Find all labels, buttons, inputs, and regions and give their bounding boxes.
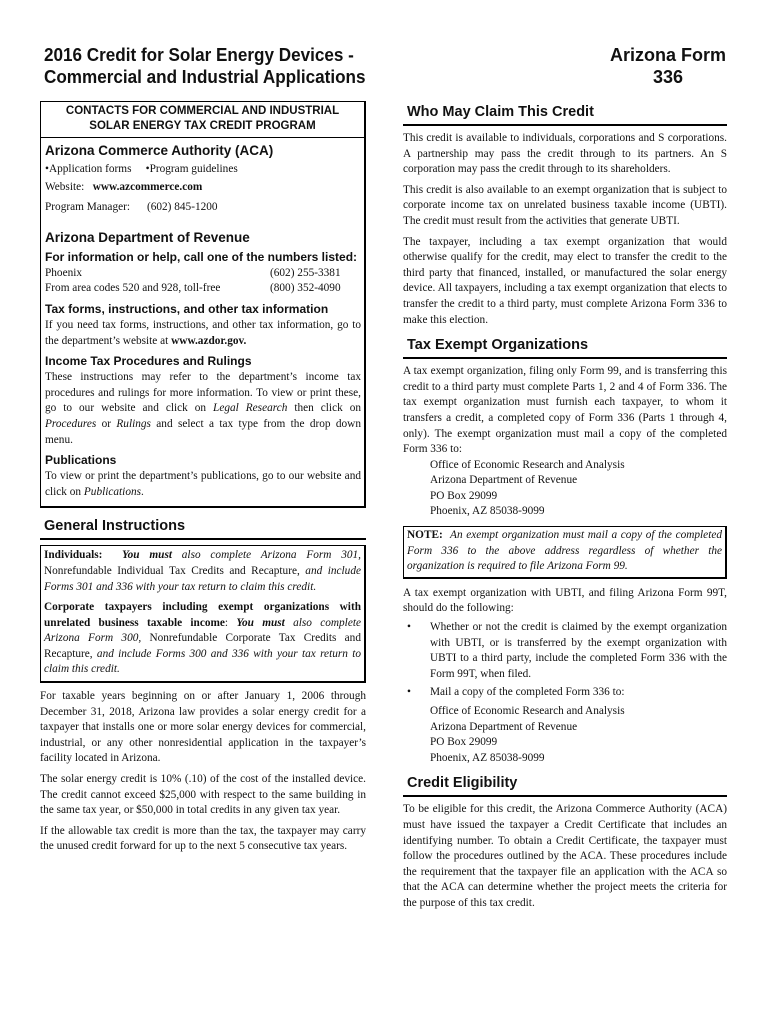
bullet-icon: • (407, 621, 411, 634)
aca-website-row: Website: www.azcommerce.com (45, 180, 203, 193)
aca-website-link[interactable]: www.azcommerce.com (92, 180, 203, 193)
exempt-heading: Tax Exempt Organizations (403, 334, 727, 358)
list-item: • Mail a copy of the completed Form 336 to: Office of Economic Research and Analysis Arizona Department of Revenue PO Box 29099 Phoenix, AZ 85038-9099 (403, 685, 727, 766)
individuals-note: Individuals: You must also complete Arizona Form 301, Nonrefundable Individual Tax Credits and Recapture, and include Forms 301 and 336 with your tax return to claim this credit. (44, 549, 361, 593)
rulings-link[interactable]: Rulings (116, 417, 151, 430)
exempt-paragraph: A tax exempt organization with UBTI, and filing Arizona Form 99T, should do the following: (403, 586, 727, 615)
publications-link[interactable]: Publications (83, 485, 142, 498)
exempt-bullet-list (403, 620, 727, 766)
mailing-address: Office of Economic Research and Analysis Arizona Department of Revenue PO Box 29099 Phoenix, AZ 85038-9099 (430, 705, 625, 764)
who-paragraph: This credit is also available to an exempt organization that is subject to corporate income tax on unrelated business taxable income (UBTI). The credit must result from the activities that generate UBTI. (403, 183, 727, 227)
azdor-link[interactable]: www.azdor.gov. (171, 334, 247, 347)
mailing-address: Office of Economic Research and Analysis Arizona Department of Revenue PO Box 29099 Phoenix, AZ 85038-9099 (430, 458, 625, 518)
procedures-link[interactable]: Procedures (45, 417, 97, 430)
forms-heading: Tax forms, instructions, and other tax information (45, 301, 329, 316)
aca-heading: Arizona Commerce Authority (ACA) (45, 143, 274, 158)
filing-requirements-box (40, 545, 366, 683)
contacts-box-title: CONTACTS FOR COMMERCIAL AND INDUSTRIAL SOLAR ENERGY TAX CREDIT PROGRAM (41, 104, 364, 138)
bullet-icon: • (45, 163, 49, 175)
procedures-text: These instructions may refer to the department’s income tax procedures and rulings for more information. To view or print these, go to our website and click on Legal Research then click on Procedures or Rulings and select a tax type from the drop down menu. (45, 371, 362, 446)
contacts-box (40, 101, 366, 508)
corporate-note: Corporate taxpayers including exempt organizations with unrelated business taxable income: You must also complete Arizona Form 300, Nonrefundable Corporate Tax Credits and Recapture, and include Forms 300 and 336 with your tax return to claim this credit. (44, 601, 361, 676)
right-column (403, 101, 727, 912)
publications-text: To view or print the department’s publications, go to our website and click on Publications. (45, 470, 361, 498)
phone-row: Phoenix (602) 255-3381 (45, 266, 341, 279)
bullet-icon: • (145, 163, 150, 175)
dor-phones (45, 266, 361, 297)
note-box: NOTE: An exempt organization must mail a copy of the completed Form 336 to the above address regardless of whether the organization is required to file Arizona Form 99. (403, 526, 727, 579)
general-paragraph: The solar energy credit is 10% (.10) of the cost of the installed device. The credit cannot exceed $25,000 with respect to the same building in the same tax year, or $50,000 in total credits in any given tax year. (40, 773, 366, 817)
form-number: Arizona Form 336 (609, 45, 726, 87)
left-column (40, 101, 366, 860)
list-item: • Whether or not the credit is claimed by the exempt organization with UBTI, or is transferred by the exempt organization with UBTI to a third party, include the completed Form 336 with the Form 99T, when filed. (407, 621, 727, 680)
page-header (44, 44, 726, 94)
general-heading: General Instructions (40, 515, 366, 539)
publications-heading: Publications (45, 453, 117, 468)
who-paragraph: This credit is available to individuals, corporations and S corporations. A partnership may pass the credit through to its partners. An S corporation may pass the credit through to its shareholders. (403, 132, 727, 176)
forms-text: If you need tax forms, instructions, and other tax information, go to the department’s website at www.azdor.gov. (45, 318, 361, 347)
eligibility-paragraph: To be eligible for this credit, the Arizona Commerce Authority (ACA) must have issued the taxpayer a Credit Certificate that includes an identifying number. To obtain a Credit Certificate, the taxpayer must follow the procedures outlined by the ACA. These procedures include the requirement that the taxpayer file an application with the ACA so that the ACA can determine whether the project meets the criteria for the purpose of this tax credit. (403, 803, 727, 909)
aca-bullets: •Application forms •Program guidelines (45, 163, 238, 175)
who-heading: Who May Claim This Credit (403, 101, 727, 125)
dor-heading: Arizona Department of Revenue (45, 229, 250, 245)
general-paragraph: If the allowable tax credit is more than the tax, the taxpayer may carry the unused credit forward for up to the next 5 consecutive tax years. (40, 824, 366, 853)
general-instructions (40, 515, 366, 855)
bullet-icon: • (407, 686, 411, 699)
phone-row: From area codes 520 and 928, toll-free (800) 352-4090 (45, 282, 341, 295)
eligibility-heading: Credit Eligibility (403, 772, 727, 796)
general-paragraph: For taxable years beginning on or after January 1, 2006 through December 31, 2018, Arizona law provides a solar energy credit for a taxpayer that installs one or more solar energy devices for commercial, industrial, or any other nonresidential application in the taxpayer’s facility located in Arizona. (40, 690, 366, 765)
procedures-heading: Income Tax Procedures and Rulings (45, 354, 252, 369)
exempt-paragraph: A tax exempt organization, filing only Form 99, and is transferring this credit to a third party must complete Parts 1, 2 and 4 of Form 336. The tax exempt organization must furnish each taxpayer, to whom it transfers a credit, a completed copy of Form 336 (Parts 1 through 4, only). The exempt organization must mail a copy of the completed Form 336 to: (403, 365, 727, 456)
who-paragraph: The taxpayer, including a tax exempt organization that would otherwise qualify for the credit, may elect to transfer the credit to the third party that financed, installed, or manufactured the solar energy device. All taxpayers, including a tax exempt organization that elects to transfer the credit to a third party, must complete Arizona Form 336 to make this election. (403, 235, 727, 326)
legal-research-link[interactable]: Legal Research (213, 402, 288, 415)
dor-subheading: For information or help, call one of the numbers listed: (45, 249, 358, 264)
aca-manager-row: Program Manager: (602) 845-1200 (45, 201, 218, 214)
page-title: 2016 Credit for Solar Energy Devices - Commercial and Industrial Applications (44, 45, 366, 87)
